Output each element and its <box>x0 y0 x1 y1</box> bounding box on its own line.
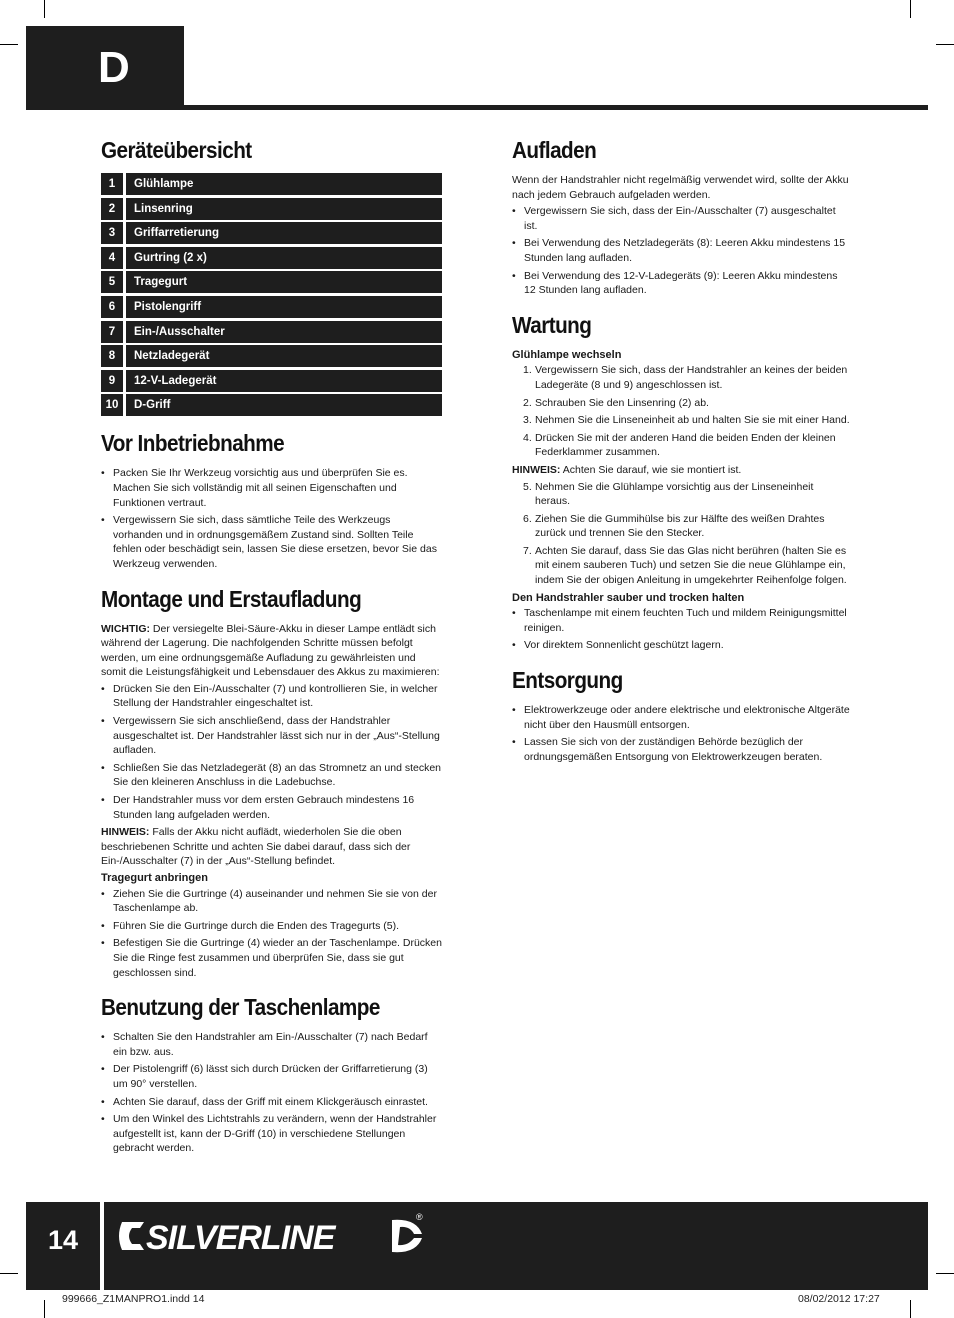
part-number: 8 <box>101 345 123 367</box>
step-text: Nehmen Sie die Linseneinheit ab und halten Sie sie mit einer Hand. <box>535 414 850 427</box>
crop-mark <box>0 44 18 45</box>
crop-mark <box>44 0 45 18</box>
part-row <box>101 321 442 343</box>
clean-heading: Den Handstrahler sauber und trocken halten <box>512 591 745 604</box>
step-list <box>512 480 850 588</box>
list-item: • Achten Sie darauf, dass der Griff mit einem Klickgeräusch einrastet. <box>101 1095 442 1110</box>
step-text: Nehmen Sie die Glühlampe vorsichtig aus der Linseneinheit heraus. <box>535 480 814 508</box>
step-number: 2. <box>523 396 532 409</box>
crop-mark <box>0 1273 18 1274</box>
bullet-list <box>101 887 442 981</box>
bullet-list <box>101 1030 442 1156</box>
step-number: 1. <box>523 364 532 377</box>
bulb-heading: Glühlampe wechseln <box>512 348 622 361</box>
part-label: Linsenring <box>126 198 442 220</box>
charging-section <box>512 135 850 298</box>
overview-section <box>101 135 442 416</box>
step-number: 3. <box>523 414 532 427</box>
part-label: 12-V-Ladegerät <box>126 370 442 392</box>
note-label: HINWEIS: <box>101 826 150 839</box>
part-number: 10 <box>101 394 123 416</box>
list-item: • Bei Verwendung des Netzladegeräts (8): Leeren Akku mindestens 15 Stunden lang aufladen. <box>512 236 850 265</box>
part-row <box>101 271 442 293</box>
list-item: • Vergewissern Sie sich, dass sämtliche Teile des Werkzeugs vorhanden und in ordnungsgemäßem Zustand sind. Sollten Teile fehlen oder beschädigt sein, lassen Sie diese ersetzen, bevor Sie das Werkzeug verwenden. <box>101 513 442 571</box>
part-number: 7 <box>101 321 123 343</box>
part-row <box>101 247 442 269</box>
note-text: Falls der Akku nicht auflädt, wiederholen Sie die oben beschriebenen Schritte und achten Sie dabei darauf, dass sich der Ein-/Ausschalter (7) in der „Aus“-Stellung befindet. <box>101 826 411 868</box>
step-item <box>512 413 850 428</box>
left-column <box>101 135 442 1168</box>
strap-heading: Tragegurt anbringen <box>101 872 208 884</box>
part-row <box>101 222 442 244</box>
step-item <box>512 396 850 411</box>
charging-intro: Wenn der Handstrahler nicht regelmäßig verwendet wird, sollte der Akku nach jedem Gebrauch aufgeladen werden. <box>512 174 849 201</box>
parts-list <box>101 173 442 416</box>
bullet-list <box>512 606 850 653</box>
header-rule <box>184 105 928 110</box>
crop-mark <box>910 0 911 18</box>
step-item <box>512 480 850 509</box>
step-text: Drücken Sie mit der anderen Hand die beiden Enden der kleinen Federklammer zusammen. <box>535 431 836 459</box>
silverline-logo <box>118 1212 438 1260</box>
usage-section <box>101 992 442 1156</box>
note-label: HINWEIS: <box>512 463 561 476</box>
part-label: Gurtring (2 x) <box>126 247 442 269</box>
list-item: • Vergewissern Sie sich anschließend, dass der Handstrahler ausgeschaltet ist. Der Handstrahler lässt sich nur in der „Aus“-Stellung aufladen. <box>101 714 442 758</box>
date-slug: 08/02/2012 17:27 <box>798 1293 880 1305</box>
list-item: • Der Handstrahler muss vor dem ersten Gebrauch mindestens 16 Stunden lang aufgeladen werden. <box>101 793 442 822</box>
list-item: • Schließen Sie das Netzladegerät (8) an das Stromnetz an und stecken Sie den kleineren Anschluss in die Ladebuchse. <box>101 761 442 790</box>
step-text: Ziehen Sie die Gummihülse bis zur Hälfte des weißen Drahtes zurück und trennen Sie den Stecker. <box>535 512 825 540</box>
bullet-list <box>512 703 850 764</box>
list-item: • Lassen Sie sich von der zuständigen Behörde bezüglich der ordnungsgemäßen Entsorgung von Elektrowerkzeugen beraten. <box>512 735 850 764</box>
part-label: Tragegurt <box>126 271 442 293</box>
part-number: 6 <box>101 296 123 318</box>
right-column <box>512 135 850 776</box>
important-paragraph <box>101 622 442 680</box>
step-text: Achten Sie darauf, dass Sie das Glas nicht berühren (halten Sie es mit einem sauberen Tuch) und setzen Sie die neue Glühlampe ein, indem Sie der obigen Anleitung in umgekehrter Reihenfolge folgen. <box>535 544 847 587</box>
charging-title: Aufladen <box>512 137 597 163</box>
list-item: • Um den Winkel des Lichtstrahls zu verändern, wenn der Handstrahler aufgestellt ist, kann der D-Griff (10) in verschiedene Stellungen gebracht werden. <box>101 1112 442 1156</box>
list-item: • Drücken Sie den Ein-/Ausschalter (7) und kontrollieren Sie, in welcher Stellung der Handstrahler eingeschaltet ist. <box>101 682 442 711</box>
important-label: WICHTIG: <box>101 622 150 635</box>
bullet-list <box>101 466 442 571</box>
list-item: • Schalten Sie den Handstrahler am Ein-/Ausschalter (7) nach Bedarf ein bzw. aus. <box>101 1030 442 1059</box>
part-number: 9 <box>101 370 123 392</box>
list-item: • Befestigen Sie die Gurtringe (4) wieder an der Taschenlampe. Drücken Sie die Ringe fest zusammen und überprüfen Sie, dass sie gut geschlossen sind. <box>101 936 442 980</box>
brand-wordmark: SILVERLINE <box>146 1219 335 1257</box>
part-label: Netzladegerät <box>126 345 442 367</box>
list-item: • Packen Sie Ihr Werkzeug vorsichtig aus und überprüfen Sie es. Machen Sie sich vollständig mit all seinen Eigenschaften und Funktionen vertraut. <box>101 466 442 510</box>
list-item: • Führen Sie die Gurtringe durch die Enden des Tragegurts (5). <box>101 919 442 934</box>
step-number: 6. <box>523 512 532 525</box>
list-item: • Vor direktem Sonnenlicht geschützt lagern. <box>512 638 850 653</box>
part-label: Pistolengriff <box>126 296 442 318</box>
part-row <box>101 173 442 195</box>
assembly-title: Montage und Erstaufladung <box>101 585 362 612</box>
crop-mark <box>44 1300 45 1318</box>
maintenance-title: Wartung <box>512 311 592 338</box>
usage-title: Benutzung der Taschenlampe <box>101 994 380 1021</box>
part-row <box>101 296 442 318</box>
step-item <box>512 363 850 392</box>
before-use-title: Vor Inbetriebnahme <box>101 430 285 457</box>
disposal-section <box>512 665 850 764</box>
step-number: 5. <box>523 480 532 493</box>
important-text: Der versiegelte Blei-Säure-Akku in dieser Lampe entlädt sich während der Lagerung. Die nachfolgenden Schritte müssen befolgt werden, um eine ordnungsgemäße Aufladung zu gewährleisten und somit die Leistungsfähigkeit und Lebensdauer des Akkus zu maximieren: <box>101 622 440 679</box>
assembly-section <box>101 584 442 981</box>
list-item: • Der Pistolengriff (6) lässt sich durch Drücken der Griffarretierung (3) um 90° verstellen. <box>101 1062 442 1091</box>
before-use-section <box>101 428 442 571</box>
step-item <box>512 512 850 541</box>
part-number: 4 <box>101 247 123 269</box>
crop-mark <box>910 1300 911 1318</box>
disposal-title: Entsorgung <box>512 667 623 694</box>
crop-mark <box>936 1273 954 1274</box>
language-tab: D <box>26 26 184 110</box>
footer-divider <box>100 1202 104 1290</box>
step-item <box>512 431 850 460</box>
step-text: Schrauben Sie den Linsenring (2) ab. <box>535 396 709 409</box>
file-slug: 999666_Z1MANPRO1.indd 14 <box>62 1293 205 1305</box>
list-item: • Ziehen Sie die Gurtringe (4) auseinander und nehmen Sie sie von der Taschenlampe ab. <box>101 887 442 916</box>
bullet-list <box>512 204 850 298</box>
step-list <box>512 363 850 460</box>
part-number: 1 <box>101 173 123 195</box>
part-label: Glühlampe <box>126 173 442 195</box>
step-item <box>512 544 850 588</box>
registered-mark: ® <box>416 1212 423 1222</box>
list-item: • Elektrowerkzeuge oder andere elektrische und elektronische Altgeräte nicht über den Hausmüll entsorgen. <box>512 703 850 732</box>
part-row <box>101 345 442 367</box>
step-text: Vergewissern Sie sich, dass der Handstrahler an keines der beiden Ladegeräte (8 und 9) angeschlossen ist. <box>535 364 848 391</box>
overview-title: Geräteübersicht <box>101 137 252 163</box>
note-text: Achten Sie darauf, wie sie montiert ist. <box>560 463 742 476</box>
part-label: D-Griff <box>126 394 442 416</box>
note-paragraph <box>512 463 850 478</box>
part-label: Ein-/Ausschalter <box>126 321 442 343</box>
list-item: • Bei Verwendung des 12-V-Ladegeräts (9): Leeren Akku mindestens 12 Stunden lang aufladen. <box>512 269 850 298</box>
list-item: • Taschenlampe mit einem feuchten Tuch und mildem Reinigungsmittel reinigen. <box>512 606 850 635</box>
part-number: 5 <box>101 271 123 293</box>
part-number: 2 <box>101 198 123 220</box>
part-number: 3 <box>101 222 123 244</box>
list-item: • Vergewissern Sie sich, dass der Ein-/Ausschalter (7) ausgeschaltet ist. <box>512 204 850 233</box>
bullet-list <box>101 682 442 822</box>
note-paragraph <box>101 825 442 869</box>
part-row <box>101 370 442 392</box>
part-row <box>101 394 442 416</box>
page-number: 14 <box>47 1225 79 1255</box>
crop-mark <box>936 44 954 45</box>
part-row <box>101 198 442 220</box>
part-label: Griffarretierung <box>126 222 442 244</box>
step-number: 4. <box>523 431 532 444</box>
step-number: 7. <box>523 544 532 557</box>
maintenance-section <box>512 310 850 653</box>
